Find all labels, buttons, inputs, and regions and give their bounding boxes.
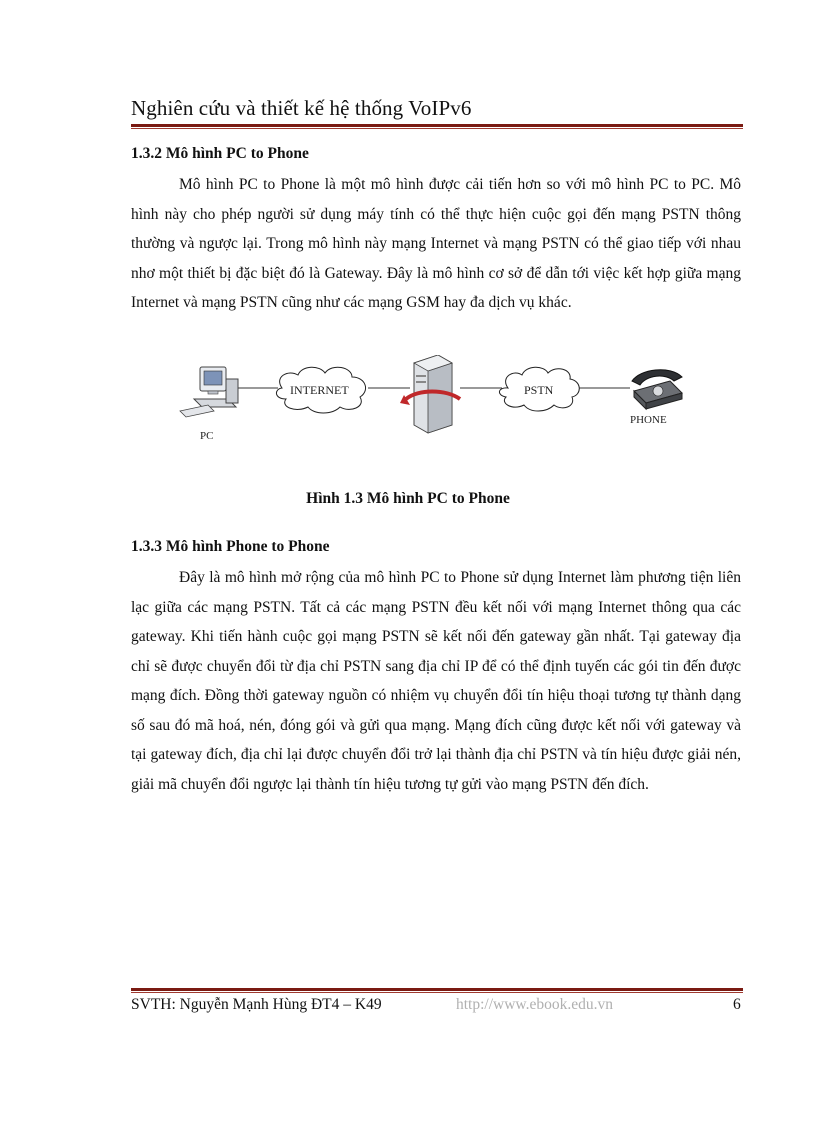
figure-caption: Hình 1.3 Mô hình PC to Phone [306, 490, 510, 507]
pc-to-phone-diagram [170, 355, 690, 450]
section-paragraph-1-3-3: Đây là mô hình mở rộng của mô hình PC to Phone sử dụng Internet làm phương tiện liên lạc giữa các mạng PSTN. Tất cả các mạng PSTN đều kết nối với mạng Internet thông qua các gateway. Khi tiến hành cuộc gọi mạng PSTN sẽ kết nối đến gateway gần nhất. Tại gateway địa chỉ sẽ được chuyển đổi từ địa chỉ PSTN sang địa chỉ IP để có thể định tuyến các gói tin đến được mạng đích. Đồng thời gateway nguồn có nhiệm vụ chuyển đổi tín hiệu thoại tương tự thành dạng số sau đó mã hoá, nén, đóng gói và gửi qua mạng. Mạng đích cũng được kết nối với gateway và tại gateway đích, địa chỉ lại được chuyển đổi trở lại thành địa chỉ PSTN và tín hiệu được giải nén, giải mã chuyển đổi ngược lại thành tín hiệu tương tự gửi vào mạng PSTN đến đích. [131, 569, 741, 793]
page-number: 6 [733, 996, 741, 1013]
section-heading-1-3-3: 1.3.3 Mô hình Phone to Phone [131, 538, 330, 555]
pc-icon [180, 367, 238, 417]
footer-url-link[interactable]: http://www.ebook.edu.vn [456, 996, 613, 1013]
footer-rule-thin [131, 992, 743, 993]
section-heading-1-3-2: 1.3.2 Mô hình PC to Phone [131, 145, 309, 162]
internet-label: INTERNET [290, 383, 349, 397]
pstn-label: PSTN [524, 383, 554, 397]
pc-label: PC [200, 430, 214, 442]
section-paragraph-1-3-2: Mô hình PC to Phone là một mô hình được cải tiến hơn so với mô hình PC to PC. Mô hình này cho phép người sử dụng máy tính có thể thực hiện cuộc gọi đến mạng PSTN thông thường và ngược lại. Trong mô hình này mạng Internet và mạng PSTN có thể giao tiếp với nhau nhơ một thiết bị đặc biệt đó là Gateway. Đây là mô hình cơ sở để dẫn tới việc kết hợp giữa mạng Internet và mạng PSTN cũng như các mạng GSM hay đa dịch vụ khác. [131, 176, 741, 311]
phone-label: PHONE [630, 414, 667, 426]
footer-author: SVTH: Nguyễn Mạnh Hùng ĐT4 – K49 [131, 996, 382, 1013]
page-header-title: Nghiên cứu và thiết kế hệ thống VoIPv6 [131, 96, 472, 120]
footer-rule [131, 988, 743, 991]
header-rule [131, 124, 743, 127]
header-rule-thin [131, 128, 743, 129]
gateway-server-icon [400, 355, 460, 433]
phone-icon [632, 370, 682, 409]
